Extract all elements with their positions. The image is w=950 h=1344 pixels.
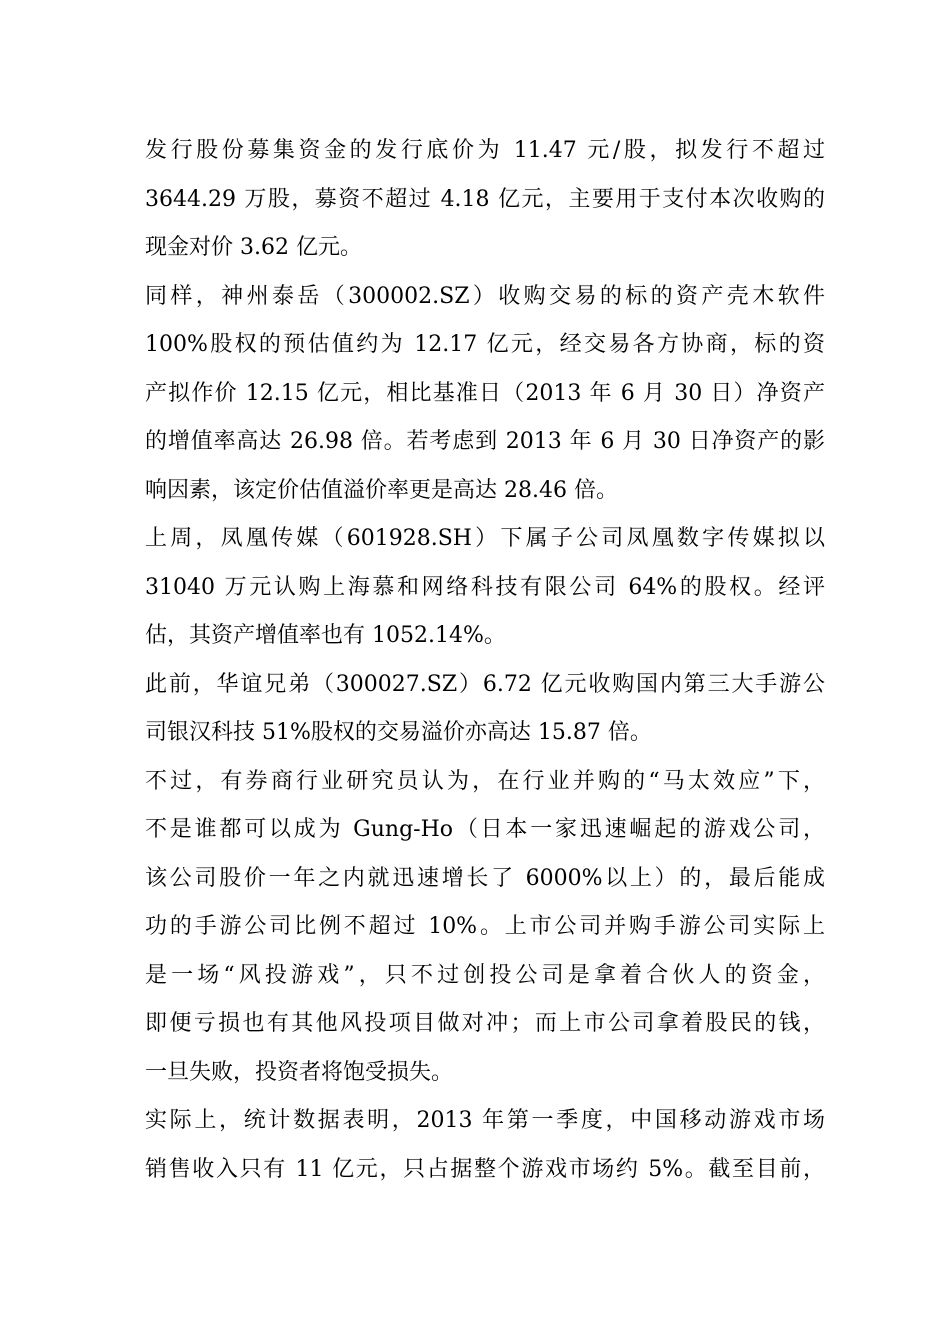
text-line: 实际上，统计数据表明，2013 年第一季度，中国移动游戏市场 <box>145 1108 825 1133</box>
paragraph-analyst-view <box>145 758 825 1098</box>
text-line: 产拟作价 12.15 亿元，相比基准日（2013 年 6 月 30 日）净资产 <box>145 380 825 406</box>
text-line: 不是谁都可以成为 Gung-Ho（日本一家迅速崛起的游戏公司， <box>145 817 825 842</box>
paragraph-huayi-brothers <box>145 661 825 758</box>
text-line: 估，其资产增值率也有 1052.14%。 <box>145 623 506 648</box>
text-line: 功的手游公司比例不超过 10%。上市公司并购手游公司实际上 <box>145 914 825 939</box>
paragraph-market-statistics <box>145 1097 825 1194</box>
body-text <box>145 127 825 1194</box>
paragraph-shenzhou-taiyue <box>145 273 825 516</box>
text-line: 该公司股价一年之内就迅速增长了 6000%以上）的，最后能成 <box>145 865 825 891</box>
text-line: 现金对价 3.62 亿元。 <box>145 235 362 260</box>
text-line: 司银汉科技 51%股权的交易溢价亦高达 15.87 倍。 <box>145 720 652 745</box>
text-line: 31040 万元认购上海慕和网络科技有限公司 64%的股权。经评 <box>145 574 825 600</box>
text-line: 发行股份募集资金的发行底价为 11.47 元/股，拟发行不超过 <box>145 138 825 163</box>
text-line: 即便亏损也有其他风投项目做对冲；而上市公司拿着股民的钱， <box>145 1011 825 1036</box>
text-line: 销售收入只有 11 亿元，只占据整个游戏市场约 5%。截至目前， <box>145 1156 825 1182</box>
text-line: 此前，华谊兄弟（300027.SZ）6.72 亿元收购国内第三大手游公 <box>145 671 825 697</box>
text-line: 的增值率高达 26.98 倍。若考虑到 2013 年 6 月 30 日净资产的影 <box>145 429 825 454</box>
text-line: 不过，有券商行业研究员认为，在行业并购的“马太效应”下， <box>145 768 825 794</box>
paragraph-phoenix-media <box>145 515 825 661</box>
text-line: 是一场“风投游戏”，只不过创投公司是拿着合伙人的资金， <box>145 962 825 988</box>
text-line: 同样，神州泰岳（300002.SZ）收购交易的标的资产壳木软件 <box>145 283 825 309</box>
text-line: 3644.29 万股，募资不超过 4.18 亿元，主要用于支付本次收购的 <box>145 186 825 212</box>
text-line: 一旦失败，投资者将饱受损失。 <box>145 1059 454 1085</box>
paragraph-share-issue <box>145 127 825 273</box>
text-line: 100%股权的预估值约为 12.17 亿元，经交易各方协商，标的资 <box>145 332 825 357</box>
text-line: 响因素，该定价估值溢价率更是高达 28.46 倍。 <box>145 477 618 503</box>
text-line: 上周，凤凰传媒（601928.SH）下属子公司凤凰数字传媒拟以 <box>145 526 825 551</box>
